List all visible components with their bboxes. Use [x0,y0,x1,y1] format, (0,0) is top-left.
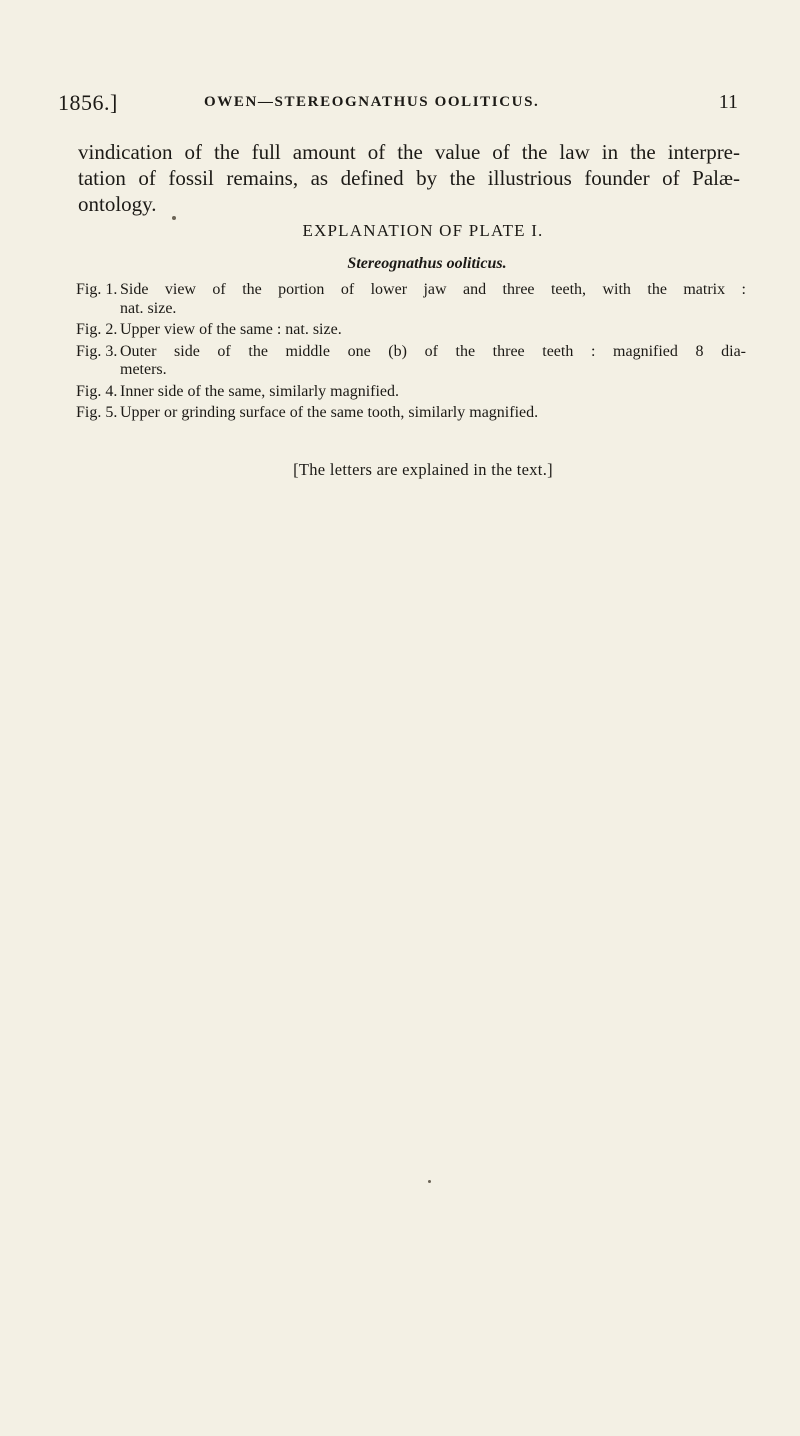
plate-note: [The letters are explained in the text.] [293,460,553,479]
figure-caption-1 [76,281,746,318]
figure-line: nat. size. [120,299,177,317]
figure-line: Outer side of the middle one (b) of the three teeth : magnified 8 dia- [120,342,746,360]
figure-caption-3 [76,343,746,380]
paper-speck [428,1180,431,1183]
figure-label: Fig. 1. [76,281,118,298]
figure-label: Fig. 5. [76,404,118,421]
figure-description [120,404,746,423]
figure-label: Fig. 3. [76,342,118,360]
paper-speck [172,216,176,220]
page-number: 11 [718,91,738,113]
body-paragraph [78,139,740,217]
figure-caption-4 [76,383,746,402]
figure-caption-list [76,281,746,426]
running-head-year: 1856.] [58,90,118,115]
figure-label: Fig. 2. [76,321,118,338]
figure-description [120,281,746,318]
body-line: vindication of the full amount of the value of the law in the interpre- [78,140,740,164]
figure-caption-2 [76,321,746,340]
figure-label: Fig. 4. [76,382,118,400]
figure-line: Side view of the portion of lower jaw and three teeth, with the matrix : [120,281,746,298]
running-head [58,90,738,120]
figure-line: meters. [120,361,167,378]
body-line: tation of fossil remains, as defined by the illustrious founder of Palæ- [78,166,740,190]
body-line: ontology. [78,192,157,216]
running-head-title: OWEN—STEREOGNATHUS OOLITICUS. [204,94,540,110]
figure-line: Upper or grinding surface of the same tooth, similarly magnified. [120,404,539,421]
figure-description [120,383,746,402]
figure-caption-5 [76,404,746,423]
plate-explanation-heading: EXPLANATION OF PLATE I. [302,221,544,240]
species-name: Stereognathus ooliticus. [347,255,507,272]
figure-description [120,321,746,340]
figure-line: Upper view of the same : nat. size. [120,321,342,338]
figure-line: Inner side of the same, similarly magnified. [120,382,400,400]
figure-description [120,343,746,380]
